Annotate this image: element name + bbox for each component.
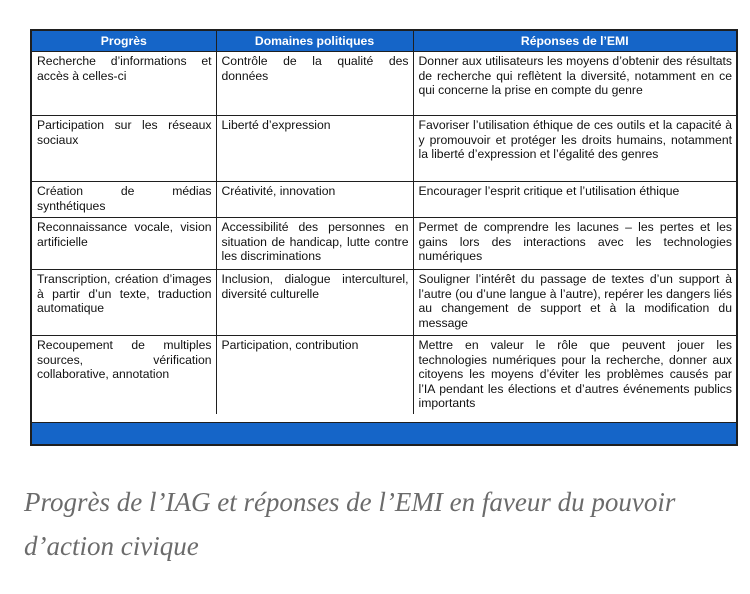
table-row [32, 218, 736, 270]
cell-progres: Transcription, création d’images à partir d’un texte, traduction automatique [32, 270, 216, 336]
cell-progres: Reconnaissance vocale, vision artificielle [32, 218, 216, 270]
cell-reponse: Encourager l’esprit critique et l’utilisation éthique [413, 182, 736, 218]
table-header-row [32, 31, 736, 52]
cell-progres: Recherche d’informations et accès à celles-ci [37, 54, 212, 83]
table-row [32, 270, 736, 336]
cell-domaine: Accessibilité des personnes en situation de handicap, lutte contre les discriminations [216, 218, 413, 270]
cell-reponse: Favoriser l’utilisation éthique de ces outils et la capacité à y promouvoir et protéger les droits humains, notamment la liberté d’expression et l’égalité des genres [413, 116, 736, 182]
header-progres: Progrès [32, 31, 216, 52]
header-reponses: Réponses de l’EMI [413, 31, 736, 52]
table-row [32, 182, 736, 218]
cell-domaine: Inclusion, dialogue interculturel, diversité culturelle [216, 270, 413, 336]
table-row [32, 52, 736, 116]
cell-progres: Participation sur les réseaux sociaux [32, 116, 216, 182]
cell-reponse: Mettre en valeur le rôle que peuvent jouer les technologies numériques pour la recherche, donner aux citoyens les moyens d’éviter les problèmes causés par l’IA pendant les élections et d’autres événements publics importants [413, 336, 736, 414]
figure-caption: Progrès de l’IAG et réponses de l’EMI en faveur du pouvoir d’action civique [24, 487, 676, 561]
cell-reponse: Donner aux utilisateurs les moyens d’obtenir des résultats de recherche qui reflètent la diversité, notamment en ce qui concerne la prise en compte du genre [413, 52, 736, 116]
cell-domaine: Participation, contribution [216, 336, 413, 414]
table-footer-bar [32, 422, 736, 444]
cell-domaine: Contrôle de la qualité des données [216, 52, 413, 116]
header-domaines: Domaines politiques [216, 31, 413, 52]
policy-table [32, 31, 736, 414]
cell-domaine: Liberté d’expression [216, 116, 413, 182]
table-row [32, 336, 736, 414]
cell-progres: Recoupement de multiples sources, vérification collaborative, annotation [32, 336, 216, 414]
cell-reponse: Permet de comprendre les lacunes – les pertes et les gains lors des interactions avec les technologies numériques [413, 218, 736, 270]
cell-reponse: Souligner l’intérêt du passage de textes d’un support à l’autre (ou d’une langue à l’autre), repérer les dangers liés au changement de support et à la modification du message [413, 270, 736, 336]
cell-domaine: Créativité, innovation [216, 182, 413, 218]
cell-progres: Création de médias synthétiques [32, 182, 216, 218]
table-figure [30, 29, 738, 446]
table-row [32, 116, 736, 182]
